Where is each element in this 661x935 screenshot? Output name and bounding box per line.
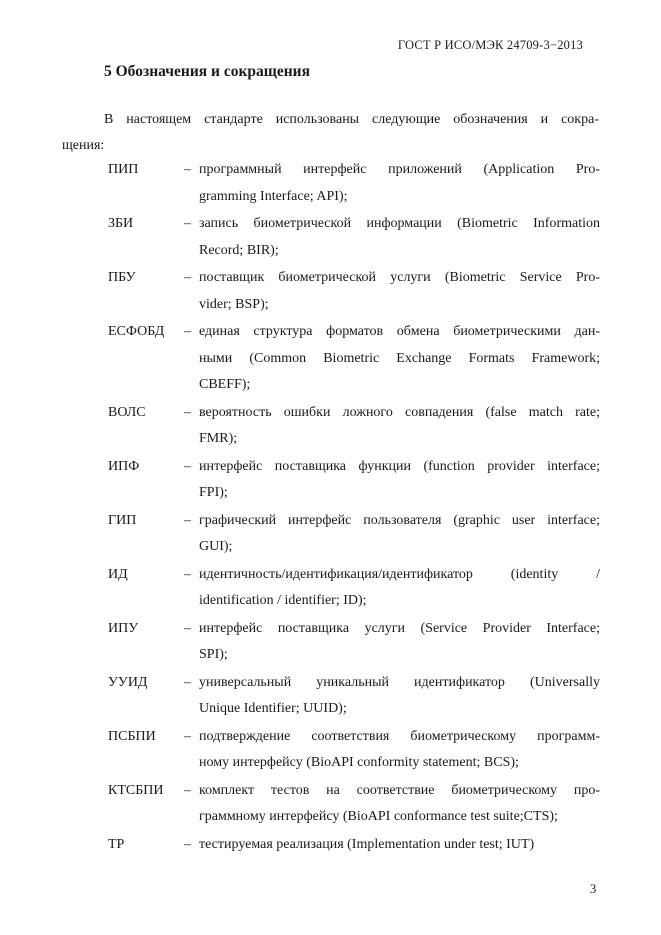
abbreviation-dash: – xyxy=(184,216,191,231)
abbreviation-definition xyxy=(199,508,600,561)
abbreviation-item xyxy=(108,832,600,859)
abbreviation-item xyxy=(108,508,600,561)
abbreviation-definition xyxy=(199,265,600,318)
definition-line: подтверждение соответствия биометрическому программ- xyxy=(199,728,600,744)
abbreviation-term: ИПФ xyxy=(108,458,140,474)
intro-line-2: щения: xyxy=(62,138,105,153)
abbreviation-definition xyxy=(199,670,600,723)
definition-line: программный интерфейс приложений (Application Pro- xyxy=(199,162,600,177)
definition-line: запись биометрической информации (Biometric Information xyxy=(199,216,600,231)
abbreviation-item xyxy=(108,265,600,318)
abbreviation-dash: – xyxy=(184,458,191,474)
definition-line: CBEFF); xyxy=(199,377,251,392)
definition-line: интерфейс поставщика услуги (Service Provider Interface; xyxy=(199,620,600,636)
definition-line: единая структура форматов обмена биометрическими дан- xyxy=(199,324,600,339)
page-number: 3 xyxy=(590,882,597,896)
abbreviation-definition xyxy=(199,319,600,399)
abbreviation-definition xyxy=(199,778,600,831)
definition-line: универсальный уникальный идентификатор (Universally xyxy=(199,674,600,690)
abbreviation-term: ПСБПИ xyxy=(108,728,156,744)
definition-line: Record; BIR); xyxy=(199,242,279,258)
abbreviation-item xyxy=(108,400,600,453)
abbreviation-item xyxy=(108,454,600,507)
abbreviation-definition xyxy=(199,562,600,615)
abbreviation-item xyxy=(108,157,600,210)
abbreviation-item xyxy=(108,562,600,615)
definition-line: ному интерфейсу (BioAPI conformity statement; BCS); xyxy=(199,755,519,770)
abbreviation-item xyxy=(108,211,600,264)
abbreviation-dash: – xyxy=(184,728,191,744)
definition-line: интерфейс поставщика функции (function provider interface; xyxy=(199,458,600,474)
definition-line: GUI); xyxy=(199,539,233,554)
abbreviation-item xyxy=(108,670,600,723)
abbreviation-definition xyxy=(199,400,600,453)
abbreviation-item xyxy=(108,319,600,399)
abbreviation-list xyxy=(108,157,600,859)
definition-line: SPI); xyxy=(199,647,228,662)
abbreviation-term: ПИП xyxy=(108,162,139,177)
abbreviation-definition xyxy=(199,832,600,859)
abbreviation-term: ГИП xyxy=(108,512,137,528)
definition-line: вероятность ошибки ложного совпадения (false match rate; xyxy=(199,404,600,420)
running-header: ГОСТ Р ИСО/МЭК 24709-3−2013 xyxy=(397,38,583,52)
abbreviation-dash: – xyxy=(184,674,191,690)
abbreviation-term: ИД xyxy=(108,566,128,582)
definition-line: поставщик биометрической услуги (Biometric Service Pro- xyxy=(199,270,600,285)
abbreviation-dash: – xyxy=(184,270,191,285)
abbreviation-term: ЕСФОБД xyxy=(108,324,165,339)
abbreviation-term: ЗБИ xyxy=(108,216,134,231)
definition-line: vider; BSP); xyxy=(199,296,269,312)
abbreviation-term: КТСБПИ xyxy=(108,782,164,798)
abbreviation-item xyxy=(108,616,600,669)
abbreviation-term: ПБУ xyxy=(108,270,136,285)
abbreviation-dash: – xyxy=(184,404,191,420)
intro-paragraph xyxy=(62,107,599,159)
definition-line: комплект тестов на соответствие биометрическому про- xyxy=(199,782,600,798)
abbreviation-dash: – xyxy=(184,512,191,528)
abbreviation-definition xyxy=(199,454,600,507)
abbreviation-definition xyxy=(199,211,600,264)
definition-line: граммному интерфейсу (BioAPI conformance test suite;CTS); xyxy=(199,809,558,824)
definition-line: ными (Common Biometric Exchange Formats Framework; xyxy=(199,350,600,366)
abbreviation-dash: – xyxy=(184,324,191,339)
abbreviation-definition xyxy=(199,157,600,210)
definition-line: идентичность/идентификация/идентификатор (identity / xyxy=(199,566,600,582)
definition-line: FPI); xyxy=(199,485,228,500)
intro-line-1: В настоящем стандарте использованы следующие обозначения и сокра- xyxy=(104,112,599,127)
definition-line: графический интерфейс пользователя (graphic user interface; xyxy=(199,512,600,528)
abbreviation-term: ИПУ xyxy=(108,620,139,636)
abbreviation-definition xyxy=(199,616,600,669)
definition-line: Unique Identifier; UUID); xyxy=(199,701,347,716)
abbreviation-dash: – xyxy=(184,566,191,582)
definition-line: gramming Interface; API); xyxy=(199,188,348,204)
abbreviation-dash: – xyxy=(184,162,191,177)
abbreviation-term: УУИД xyxy=(108,674,148,690)
abbreviation-item xyxy=(108,778,600,831)
abbreviation-dash: – xyxy=(184,836,191,852)
definition-line: identification / identifier; ID); xyxy=(199,593,367,608)
abbreviation-item xyxy=(108,724,600,777)
abbreviation-term: ВОЛС xyxy=(108,404,146,420)
abbreviation-definition xyxy=(199,724,600,777)
definition-line: тестируемая реализация (Implementation under test; IUT) xyxy=(199,836,535,852)
section-title: 5 Обозначения и сокращения xyxy=(104,63,310,80)
definition-line: FMR); xyxy=(199,431,238,446)
abbreviation-dash: – xyxy=(184,620,191,636)
abbreviation-term: ТР xyxy=(108,836,125,852)
abbreviation-dash: – xyxy=(184,782,191,798)
